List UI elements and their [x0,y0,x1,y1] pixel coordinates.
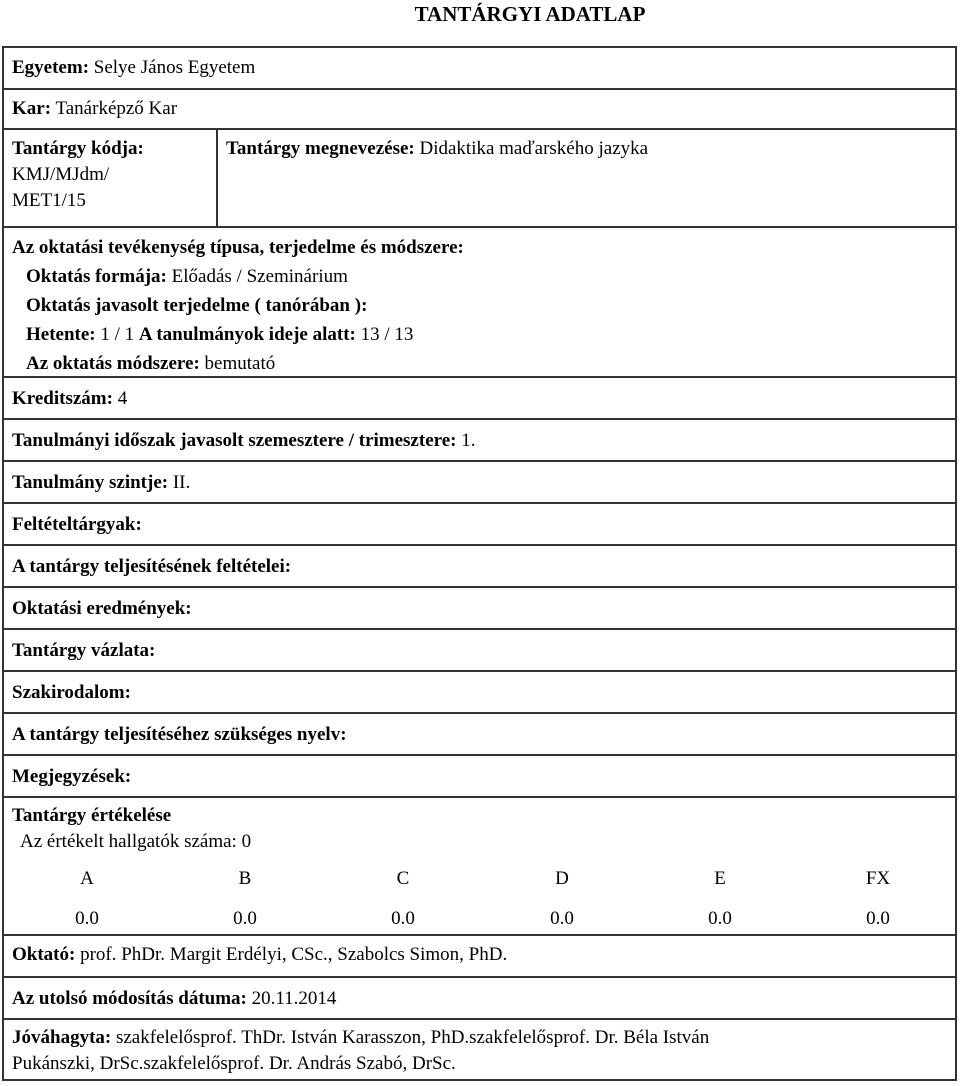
faculty-label: Kar: [12,98,52,119]
semester-value: 1. [461,430,476,451]
notes-row [4,756,955,798]
literature-row [4,672,955,714]
credits-label: Kreditszám: [12,388,113,409]
evaluation-count: Az értékelt hallgatók száma: 0 [20,831,252,852]
level-label: Tanulmány szintje: [12,472,169,493]
teaching-row [4,228,955,378]
teaching-scope-label: Oktatás javasolt terjedelme ( tanórában ): [26,295,368,316]
teaching-heading: Az oktatási tevékenység típusa, terjedelme és módszere: [12,237,464,258]
outcomes-label: Oktatási eredmények: [12,598,192,619]
course-code-row [4,130,955,228]
grade-header-fx: FX [865,868,891,889]
grade-header-e: E [714,868,726,889]
period-label: A tanulmányok ideje alatt: [138,324,356,345]
semester-label: Tanulmányi időszak javasolt szemesztere / trimesztere: [12,430,457,451]
method-value: bemutató [204,353,276,374]
credits-row [4,378,955,420]
grade-value-e: 0.0 [708,908,732,929]
weekly-value: 1 / 1 [100,324,135,345]
teacher-row [4,936,955,978]
language-label: A tantárgy teljesítéséhez szükséges nyelv: [12,724,347,745]
semester-row [4,420,955,462]
university-row [4,48,955,90]
course-code-cell [12,136,212,214]
grade-value-fx: 0.0 [866,908,890,929]
level-row [4,462,955,504]
weekly-label: Hetente: [26,324,96,345]
faculty-value: Tanárképző Kar [55,98,178,119]
course-code-value-1: KMJ/MJdm/ [12,164,110,185]
level-value: II. [172,472,191,493]
outcomes-row [4,588,955,630]
course-code-label: Tantárgy kódja: [12,138,144,159]
grade-value-c: 0.0 [391,908,415,929]
approved-value-1: szakfelelősprof. ThDr. István Karasszon, PhD.szakfelelősprof. Dr. Béla István [115,1027,710,1048]
university-label: Egyetem: [12,57,90,78]
teaching-form-label: Oktatás formája: [26,266,167,287]
method-label: Az oktatás módszere: [26,353,200,374]
course-data-sheet [2,46,957,1081]
grade-value-b: 0.0 [233,908,257,929]
grade-value-d: 0.0 [550,908,574,929]
course-code-value-2: MET1/15 [12,190,86,211]
language-row [4,714,955,756]
credits-value: 4 [117,388,128,409]
evaluation-heading: Tantárgy értékelése [12,805,172,826]
literature-label: Szakirodalom: [12,682,131,703]
grade-header-b: B [238,868,252,889]
approved-label: Jóváhagyta: [12,1027,112,1048]
page-title: TANTÁRGYI ADATLAP [414,2,646,26]
cell-divider [216,130,218,226]
course-name-label: Tantárgy megnevezése: [226,138,415,159]
grade-header-d: D [555,868,569,889]
conditions-label: A tantárgy teljesítésének feltételei: [12,556,292,577]
notes-label: Megjegyzések: [12,766,132,787]
modified-value: 20.11.2014 [251,988,337,1009]
outline-row [4,630,955,672]
period-value: 13 / 13 [360,324,414,345]
modified-row [4,978,955,1020]
faculty-row [4,90,955,130]
course-name-value: Didaktika maďarského jazyka [419,138,649,159]
approved-row [4,1020,955,1079]
approved-value-2: Pukánszki, DrSc.szakfelelősprof. Dr. András Szabó, DrSc. [12,1053,456,1074]
teaching-form-value: Előadás / Szeminárium [171,266,348,287]
modified-label: Az utolsó módosítás dátuma: [12,988,247,1009]
university-value: Selye János Egyetem [93,57,256,78]
grade-header-a: A [80,868,94,889]
conditions-row [4,546,955,588]
teacher-label: Oktató: [12,944,76,965]
teacher-value: prof. PhDr. Margit Erdélyi, CSc., Szabolcs Simon, PhD. [80,944,508,965]
prerequisites-row [4,504,955,546]
prerequisites-label: Feltételtárgyak: [12,514,142,535]
outline-label: Tantárgy vázlata: [12,640,156,661]
grade-header-c: C [396,868,410,889]
course-name-cell [226,136,648,162]
evaluation-row [4,798,955,936]
grade-value-a: 0.0 [75,908,99,929]
